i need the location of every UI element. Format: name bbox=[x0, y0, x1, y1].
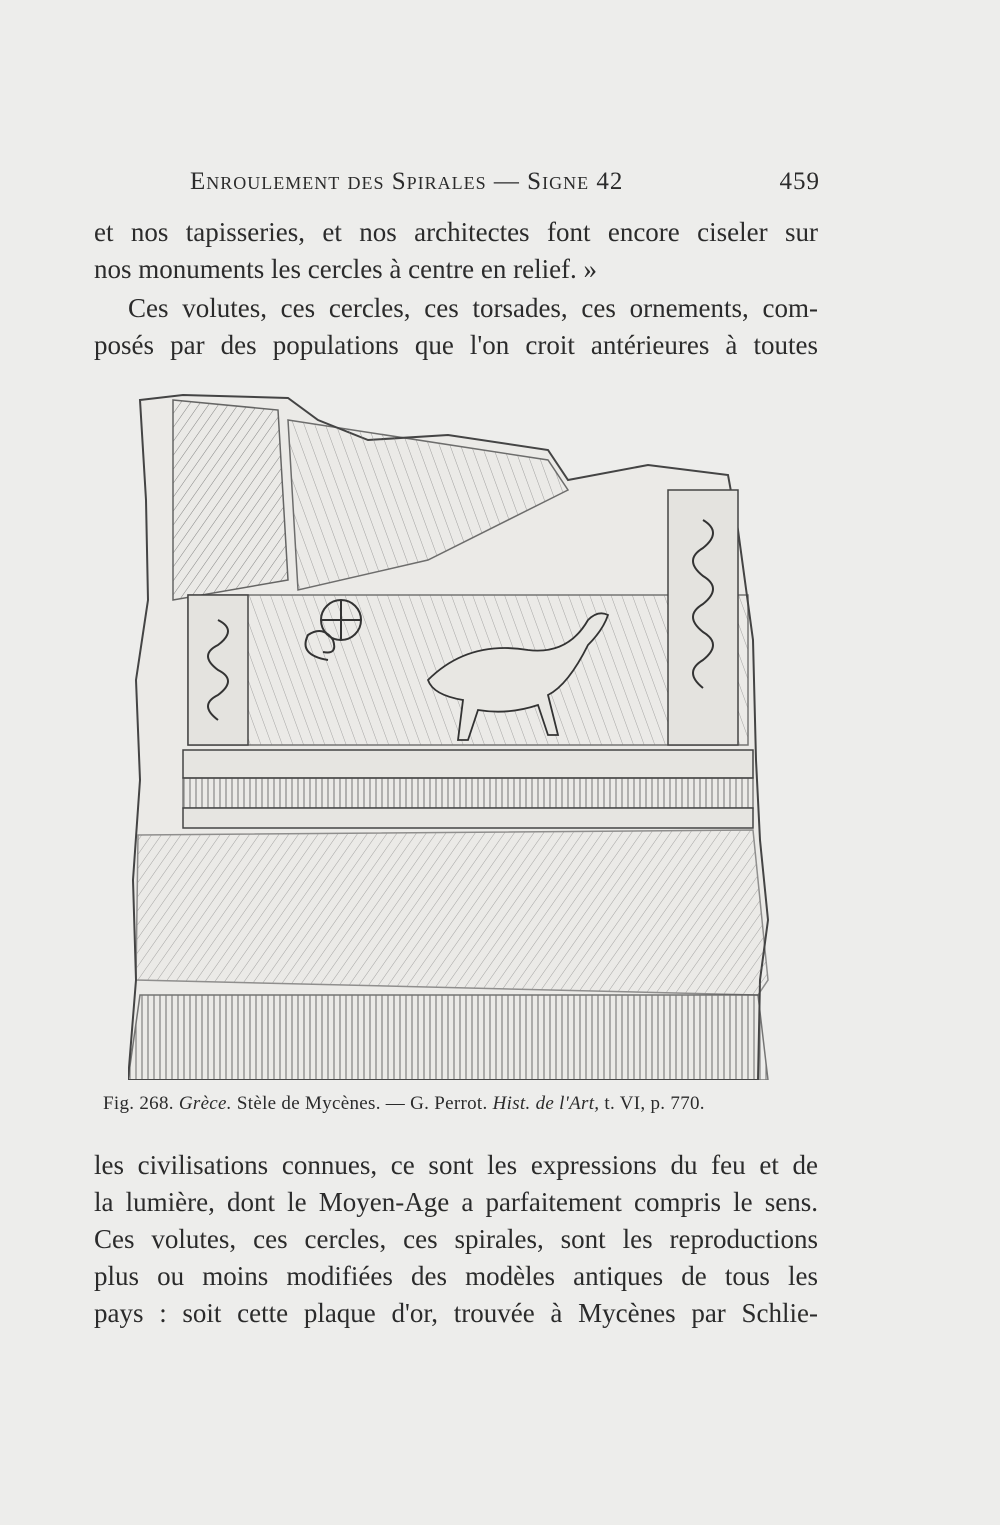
figure-caption bbox=[103, 1093, 803, 1115]
text-line: nos monuments les cercles à centre en relief. » bbox=[94, 254, 598, 284]
stele-drawing bbox=[128, 380, 774, 1080]
text-line: les civilisations connues, ce sont les expressions du feu et de bbox=[94, 1150, 818, 1180]
text-line: Ces volutes, ces cercles, ces torsades, ces ornements, com- bbox=[128, 293, 818, 323]
caption-text: Stèle de Mycènes. — G. Perrot. bbox=[236, 1093, 488, 1114]
text-line: Ces volutes, ces cercles, ces spirales, sont les reproductions bbox=[94, 1224, 818, 1254]
caption-figure-number: Fig. 268. bbox=[103, 1093, 174, 1114]
text-line: la lumière, dont le Moyen-Age a parfaitement compris le sens. bbox=[94, 1187, 818, 1217]
caption-reference: t. VI, p. 770. bbox=[604, 1093, 705, 1114]
text-line: posés par des populations que l'on croit antérieures à toutes bbox=[94, 330, 818, 360]
caption-place: Grèce. bbox=[178, 1093, 232, 1114]
text-line: pays : soit cette plaque d'or, trouvée à Mycènes par Schlie- bbox=[94, 1298, 818, 1328]
running-title: Enroulement des Spirales — Signe 42 bbox=[190, 168, 624, 195]
paragraph-civilisations bbox=[94, 1147, 818, 1332]
caption-work: Hist. de l'Art, bbox=[492, 1093, 600, 1114]
paragraph-volutes bbox=[94, 290, 818, 364]
text-line: plus ou moins modifiées des modèles antiques de tous les bbox=[94, 1261, 818, 1291]
running-header bbox=[190, 168, 820, 204]
page-number: 459 bbox=[779, 168, 820, 195]
stele-illustration bbox=[128, 380, 774, 1080]
text-line: et nos tapisseries, et nos architectes font encore ciseler sur bbox=[94, 217, 818, 247]
paragraph-continuation bbox=[94, 214, 818, 288]
